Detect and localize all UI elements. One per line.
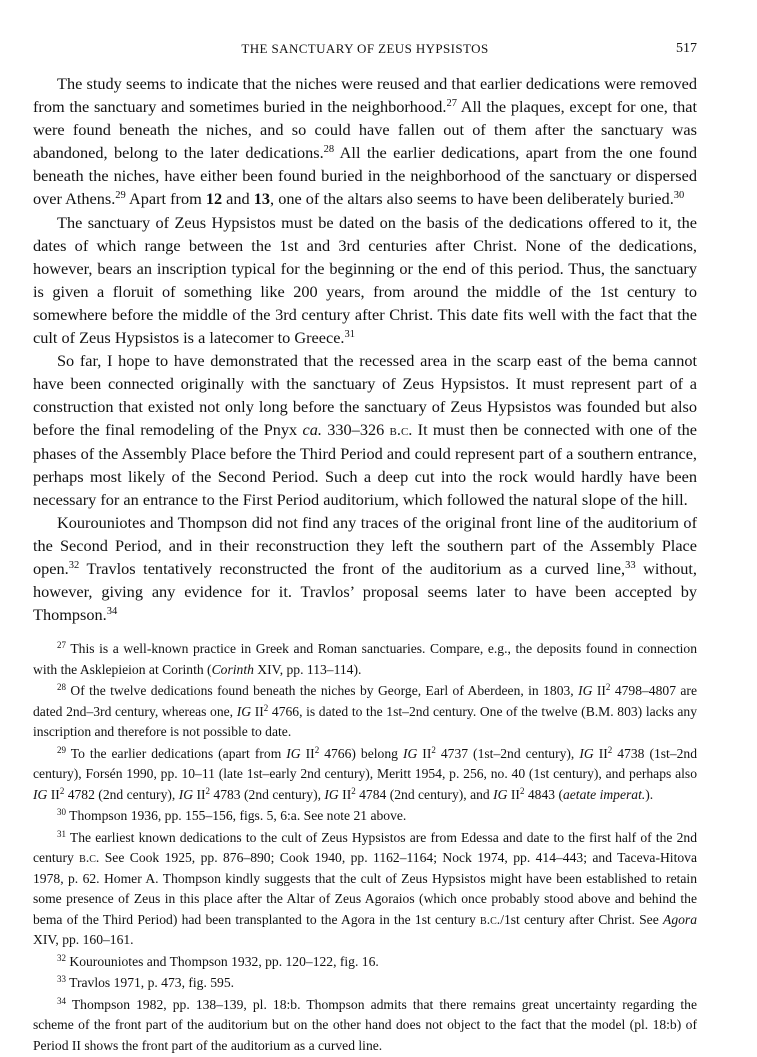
footnote-ref-27: 27	[446, 98, 457, 110]
footnote-29	[33, 744, 697, 806]
text-span: 4766, is dated to the 1st–2nd century. One of the twelve (B.M. 803) lacks any inscription and therefore is not possible to date.	[33, 703, 698, 740]
text-span: Travlos tentatively reconstructed the front of the auditorium as a curved line,	[79, 558, 626, 578]
italic-phrase: aetate imperat.	[562, 786, 646, 802]
ig-abbrev: IG	[178, 786, 194, 802]
text-span: Of the twelve dedications found beneath the niches by George, Earl of Aberdeen, in 1803,	[66, 683, 579, 699]
ig-abbrev: IG	[324, 786, 339, 802]
footnote-ref-33: 33	[625, 560, 636, 572]
ig-volume: II	[417, 745, 432, 761]
footnote-number: 29	[57, 744, 66, 755]
catalog-number-13: 13	[253, 189, 271, 209]
text-span: 330–326	[321, 420, 390, 440]
footnote-number: 33	[57, 974, 66, 985]
footnote-number: 27	[57, 640, 66, 651]
text-span: 4738 (1st–2nd century), Forsén 1990, pp. 10–11 (late 1st–early 2nd century), Meritt 1954, p. 256, no. 40 (1st century), and perhaps also	[33, 745, 698, 782]
text-span: XIV, pp. 113–114).	[253, 661, 362, 677]
abbrev-bc: b.c.	[79, 850, 100, 866]
edition-superscript: 2	[607, 744, 613, 755]
text-span: So far, I hope to have demonstrated that the recessed area in the scarp east of the bema cannot have been connected originally with the sanctuary of Zeus Hypsistos. It must represent part of a construction that existed not only long before the sanctuary of Zeus Hypsistos was founded but also before the final remodeling of the Pnyx	[33, 351, 697, 440]
page	[33, 41, 697, 1057]
abbrev-bc: b.c.	[480, 911, 501, 927]
edition-superscript: 2	[314, 744, 320, 755]
text-span: 4737 (1st–2nd century),	[435, 745, 580, 761]
text-span: The study seems to indicate that the niches were reused and that earlier dedications were removed from the sanctuary and sometimes buried in the neighborhood.	[33, 74, 697, 117]
edition-superscript: 2	[605, 682, 611, 693]
ig-abbrev: IG	[286, 745, 301, 761]
text-span: and	[222, 189, 254, 209]
ig-abbrev: IG	[578, 683, 593, 699]
footnote-ref-28: 28	[323, 144, 335, 156]
text-span: Thompson 1936, pp. 155–156, figs. 5, 6:a. See note 21 above.	[66, 808, 407, 824]
paragraph-1	[33, 72, 697, 211]
edition-superscript: 2	[519, 785, 525, 796]
page-number: 517	[676, 41, 697, 56]
ig-abbrev: IG	[579, 745, 594, 761]
footnote-number: 34	[57, 995, 66, 1006]
footnote-ref-31: 31	[344, 329, 356, 341]
text-span: See Cook 1925, pp. 876–890; Cook 1940, pp. 1162–1164; Nock 1974, pp. 414–443; and Taceva-Hitova 1978, p. 62. Homer A. Thompson kindly suggests that the cult of Zeus Hypsistos might have been established to retain some presence of Zeus in this place after the Altar of Zeus Agoraios (which once probably stood above and behind the bema of the Third Period) had been transplanted to the Agora in the 1st century	[33, 850, 697, 927]
text-span: It must then be connected with one of the phases of the Assembly Place before the Third Period and could represent part of a southern entrance, perhaps most likely of the Second Period. Such a deep cut into the rock would hardly have been necessary for an entrance to the First Period auditorium, which followed the natural slope of the hill.	[33, 420, 698, 509]
running-title: THE SANCTUARY OF ZEUS HYPSISTOS	[241, 41, 489, 56]
ig-volume: II	[338, 786, 352, 802]
text-span: The earliest known dedications to the cult of Zeus Hypsistos are from Edessa and date to the first half of the 2nd century	[33, 829, 697, 866]
footnote-number: 30	[57, 807, 66, 818]
text-span: without, however, giving any evidence for it. Travlos’ proposal seems later to have been accepted by Thompson.	[33, 558, 697, 625]
ig-volume: II	[507, 786, 520, 802]
ig-volume: II	[300, 745, 315, 761]
edition-superscript: 2	[205, 785, 211, 796]
text-span: All the earlier dedications, apart from the one found beneath the niches, have either been found buried in the neighborhood of the sanctuary or dispersed over Athens.	[33, 143, 697, 209]
footnote-ref-30: 30	[673, 190, 685, 202]
footnote-28	[33, 681, 697, 743]
text-span: ).	[645, 786, 654, 802]
footnote-30	[33, 806, 697, 827]
footnote-ref-34: 34	[106, 606, 118, 618]
footnote-number: 32	[57, 952, 66, 963]
text-span: Travlos 1971, p. 473, fig. 595.	[66, 975, 235, 991]
abbrev-circa: ca.	[302, 420, 322, 440]
footnote-33	[33, 973, 697, 994]
text-span: /1st century after Christ. See	[500, 911, 664, 927]
text-span: 4798–4807 are dated 2nd–3rd century, whereas one,	[33, 683, 697, 719]
ig-volume: II	[592, 683, 606, 699]
text-span: 4783 (2nd century),	[210, 786, 325, 802]
footnote-number: 31	[57, 828, 66, 839]
running-header	[33, 41, 697, 63]
footnotes	[33, 639, 697, 1056]
text-span: 4784 (2nd century), and	[355, 786, 494, 802]
footnote-ref-29: 29	[115, 190, 126, 202]
footnote-32	[33, 952, 697, 973]
footnote-number: 28	[57, 682, 66, 693]
ig-abbrev: IG	[236, 703, 252, 719]
text-span: , one of the altars also seems to have been deliberately buried.	[270, 189, 674, 209]
paragraph-3	[33, 349, 697, 511]
text-span: Kourouniotes and Thompson 1932, pp. 120–122, fig. 16.	[66, 953, 379, 969]
footnote-34	[33, 995, 697, 1057]
ig-volume: II	[47, 786, 60, 802]
text-span: Kourouniotes and Thompson did not find any traces of the original front line of the auditorium of the Second Period, and in their reconstruction they left the southern part of the Assembly Place open.	[33, 512, 697, 578]
edition-superscript: 2	[431, 744, 436, 755]
italic-title: Corinth	[211, 661, 254, 677]
catalog-number-12: 12	[205, 189, 223, 209]
ig-abbrev: IG	[493, 786, 508, 802]
text-span: This is a well-known practice in Greek and Roman sanctuaries. Compare, e.g., the deposits found in connection with the Asklepieion at Corinth (	[33, 641, 697, 677]
text-span: 4766) belong	[319, 745, 403, 761]
ig-abbrev: IG	[402, 745, 418, 761]
text-span: Apart from	[125, 189, 206, 209]
text-span: XIV, pp. 160–161.	[33, 932, 134, 948]
edition-superscript: 2	[351, 785, 356, 796]
text-span: All the plaques, except for one, that were found beneath the niches, and so could have fallen out of them after the sanctuary was abandoned, belong to the later dedications.	[33, 97, 697, 163]
abbrev-bc: b.c.	[389, 420, 413, 440]
text-span: The sanctuary of Zeus Hypsistos must be dated on the basis of the dedications offered to it, the dates of which range between the 1st and 3rd centuries after Christ. None of the dedications, however, bears an inscription typical for the beginning or the end of this period. Thus, the sanctuary is given a floruit of something like 200 years, from around the middle of the 1st century to somewhere before the middle of the 3rd century after Christ. This date fits well with the fact that the cult of Zeus Hypsistos is a latecomer to Greece.	[33, 212, 697, 348]
main-text	[33, 72, 697, 626]
paragraph-4	[33, 511, 697, 626]
ig-volume: II	[193, 786, 206, 802]
edition-superscript: 2	[59, 785, 65, 796]
footnote-ref-32: 32	[68, 560, 80, 572]
ig-abbrev: IG	[33, 786, 48, 802]
ig-volume: II	[593, 745, 608, 761]
ig-volume: II	[251, 703, 264, 719]
paragraph-2	[33, 211, 697, 350]
text-span: 4782 (2nd century),	[64, 786, 179, 802]
text-span: To the earlier dedications (apart from	[66, 745, 287, 761]
text-span: 4843 (	[524, 786, 563, 802]
footnote-27	[33, 639, 697, 680]
edition-superscript: 2	[263, 702, 269, 713]
italic-title: Agora	[663, 911, 697, 927]
footnote-31	[33, 828, 697, 951]
text-span: Thompson 1982, pp. 138–139, pl. 18:b. Thompson admits that there remains great uncertainty regarding the scheme of the front part of the auditorium but on the other hand does not object to the fact that the model (pl. 18:b) of Period II shows the front part of the auditorium as a curved line.	[33, 996, 697, 1053]
